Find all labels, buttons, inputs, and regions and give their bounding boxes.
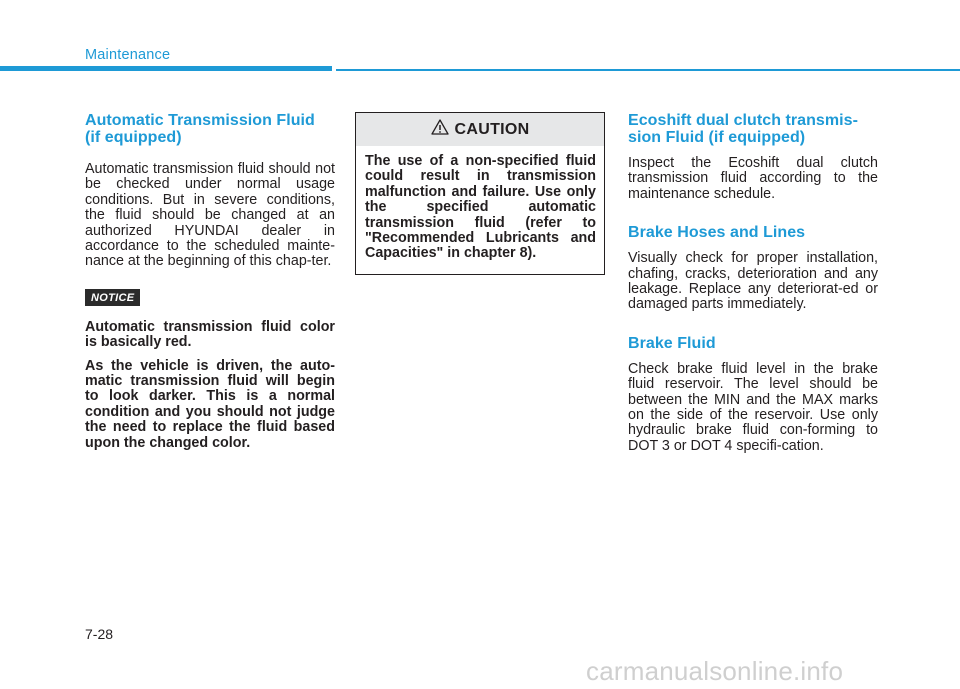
brake-hoses-heading: Brake Hoses and Lines (628, 224, 806, 242)
warning-triangle-icon (431, 119, 449, 140)
caution-body (356, 146, 604, 262)
brake-fluid-text: Check brake fluid level in the brake fluid reservoir. The level should be between the MIN and the MAX marks on the side of the reservoir. Use only hydraulic brake fluid con-forming to DOT 3 or DOT 4 specifi-cation. (628, 360, 878, 454)
right-column (628, 112, 878, 454)
ecoshift-heading: Ecoshift dual clutch transmis-sion Fluid (if equipped) (628, 112, 858, 146)
atf-heading: Automatic Transmission Fluid (if equipped) (85, 112, 315, 146)
notice-paragraph-2: As the vehicle is driven, the auto-matic transmission fluid will begin to look darker. This is a normal condition and you should not judge the need to replace the fluid based upon the changed color. (85, 357, 335, 451)
notice-paragraph-1: Automatic transmission fluid color is basically red. (85, 318, 335, 351)
header-rule-thin (336, 69, 960, 71)
brake-fluid-heading: Brake Fluid (628, 334, 716, 352)
caution-label: CAUTION (454, 120, 530, 138)
section-title: Maintenance (85, 47, 171, 63)
notice-row (85, 288, 335, 306)
caution-box (355, 112, 605, 275)
header-rule-thick (0, 66, 332, 71)
caution-text: The use of a non-specified fluid could result in transmission malfunction and failure. Use only the specified automatic transmission fluid (refer to "Recommended Lubricants and Capacities" in chapter 8). (365, 153, 596, 262)
atf-intro: Automatic transmission fluid should not be checked under normal usage conditions. But in severe conditions, the fluid should be changed at an authorized HYUNDAI dealer in accordance to the scheduled mainte-nance at the beginning of this chap-ter. (85, 161, 335, 270)
page-number: 7-28 (85, 626, 114, 642)
brake-hoses-text: Visually check for proper installation, chafing, cracks, deterioration and any leakage. Replace any deteriorat-ed or damaged parts immediately. (628, 250, 878, 313)
caution-header (356, 113, 604, 146)
watermark: carmanualsonline.info (586, 656, 844, 686)
left-column (85, 112, 335, 451)
ecoshift-text: Inspect the Ecoshift dual clutch transmission fluid according to the maintenance schedule. (628, 155, 878, 202)
notice-badge: NOTICE (85, 289, 140, 306)
